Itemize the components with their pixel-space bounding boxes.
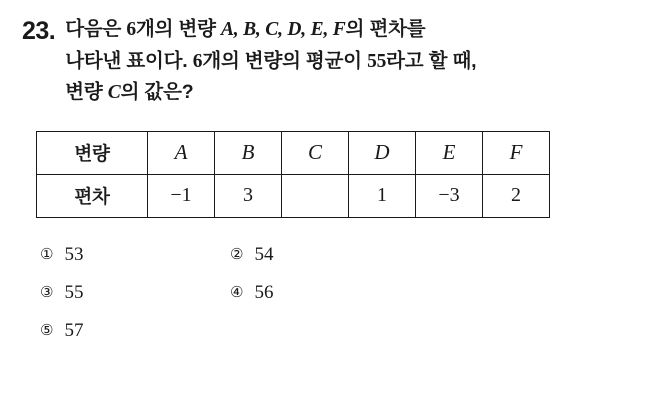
choice-row-2	[40, 282, 470, 304]
choice-5-marker-icon: ⑤	[40, 321, 54, 340]
choice-3[interactable]	[40, 282, 230, 304]
stem-line2-mean: 55	[367, 50, 387, 72]
stem-line1-part3: 의 편차를	[345, 18, 426, 40]
choice-2[interactable]	[230, 244, 420, 266]
choice-2-text: 54	[254, 243, 274, 265]
choice-5[interactable]	[40, 320, 230, 342]
variable-cell-b: B	[215, 131, 282, 174]
question-number: 23.	[22, 17, 56, 45]
row-label-deviation: 편차	[37, 174, 148, 217]
choice-4-marker-icon: ④	[230, 283, 244, 302]
stem-line1-part1: 다음은	[65, 18, 127, 40]
deviation-cell-f: 2	[483, 174, 550, 217]
variable-cell-e: E	[416, 131, 483, 174]
deviation-table-wrapper	[36, 131, 638, 218]
deviation-cell-a: −1	[148, 174, 215, 217]
stem-line3-variable: C	[107, 82, 121, 104]
choice-2-marker-icon: ②	[230, 245, 244, 264]
stem-line3-part2: 의 값은?	[120, 81, 194, 104]
stem-line1-part2: 개의 변량	[135, 18, 221, 40]
choice-3-marker-icon: ③	[40, 283, 54, 302]
variable-cell-a: A	[148, 131, 215, 174]
deviation-table	[36, 131, 550, 218]
deviation-cell-b: 3	[215, 174, 282, 217]
choice-row-3	[40, 320, 470, 342]
deviation-cell-d: 1	[349, 174, 416, 217]
stem-variable-list: A, B, C, D, E, F	[220, 19, 346, 40]
choice-1-marker-icon: ①	[40, 245, 54, 264]
question-text	[65, 14, 476, 109]
stem-line2-part3: 라고 할 때,	[386, 49, 477, 72]
variable-cell-f: F	[483, 131, 550, 174]
stem-line1-count: 6	[126, 19, 136, 40]
stem-line2-part1: 나타낸 표이다.	[65, 49, 193, 72]
choice-4[interactable]	[230, 282, 420, 304]
choice-5-text: 57	[64, 319, 84, 341]
question-stem	[22, 14, 638, 109]
deviation-cell-e: −3	[416, 174, 483, 217]
stem-line2-part2: 개의 변량의 평균이	[202, 49, 368, 72]
deviation-cell-c	[282, 174, 349, 217]
choice-3-text: 55	[64, 281, 84, 303]
choice-4-text: 56	[254, 281, 274, 303]
stem-line2-count: 6	[192, 50, 203, 72]
choice-1-text: 53	[64, 243, 84, 265]
table-row	[37, 131, 550, 174]
choice-1[interactable]	[40, 244, 230, 266]
variable-cell-c: C	[282, 131, 349, 174]
row-label-variable: 변량	[37, 131, 148, 174]
choice-row-1	[40, 244, 470, 266]
answer-choices	[40, 244, 470, 342]
variable-cell-d: D	[349, 131, 416, 174]
stem-line3-part1: 변량	[65, 81, 108, 104]
table-row	[37, 174, 550, 217]
